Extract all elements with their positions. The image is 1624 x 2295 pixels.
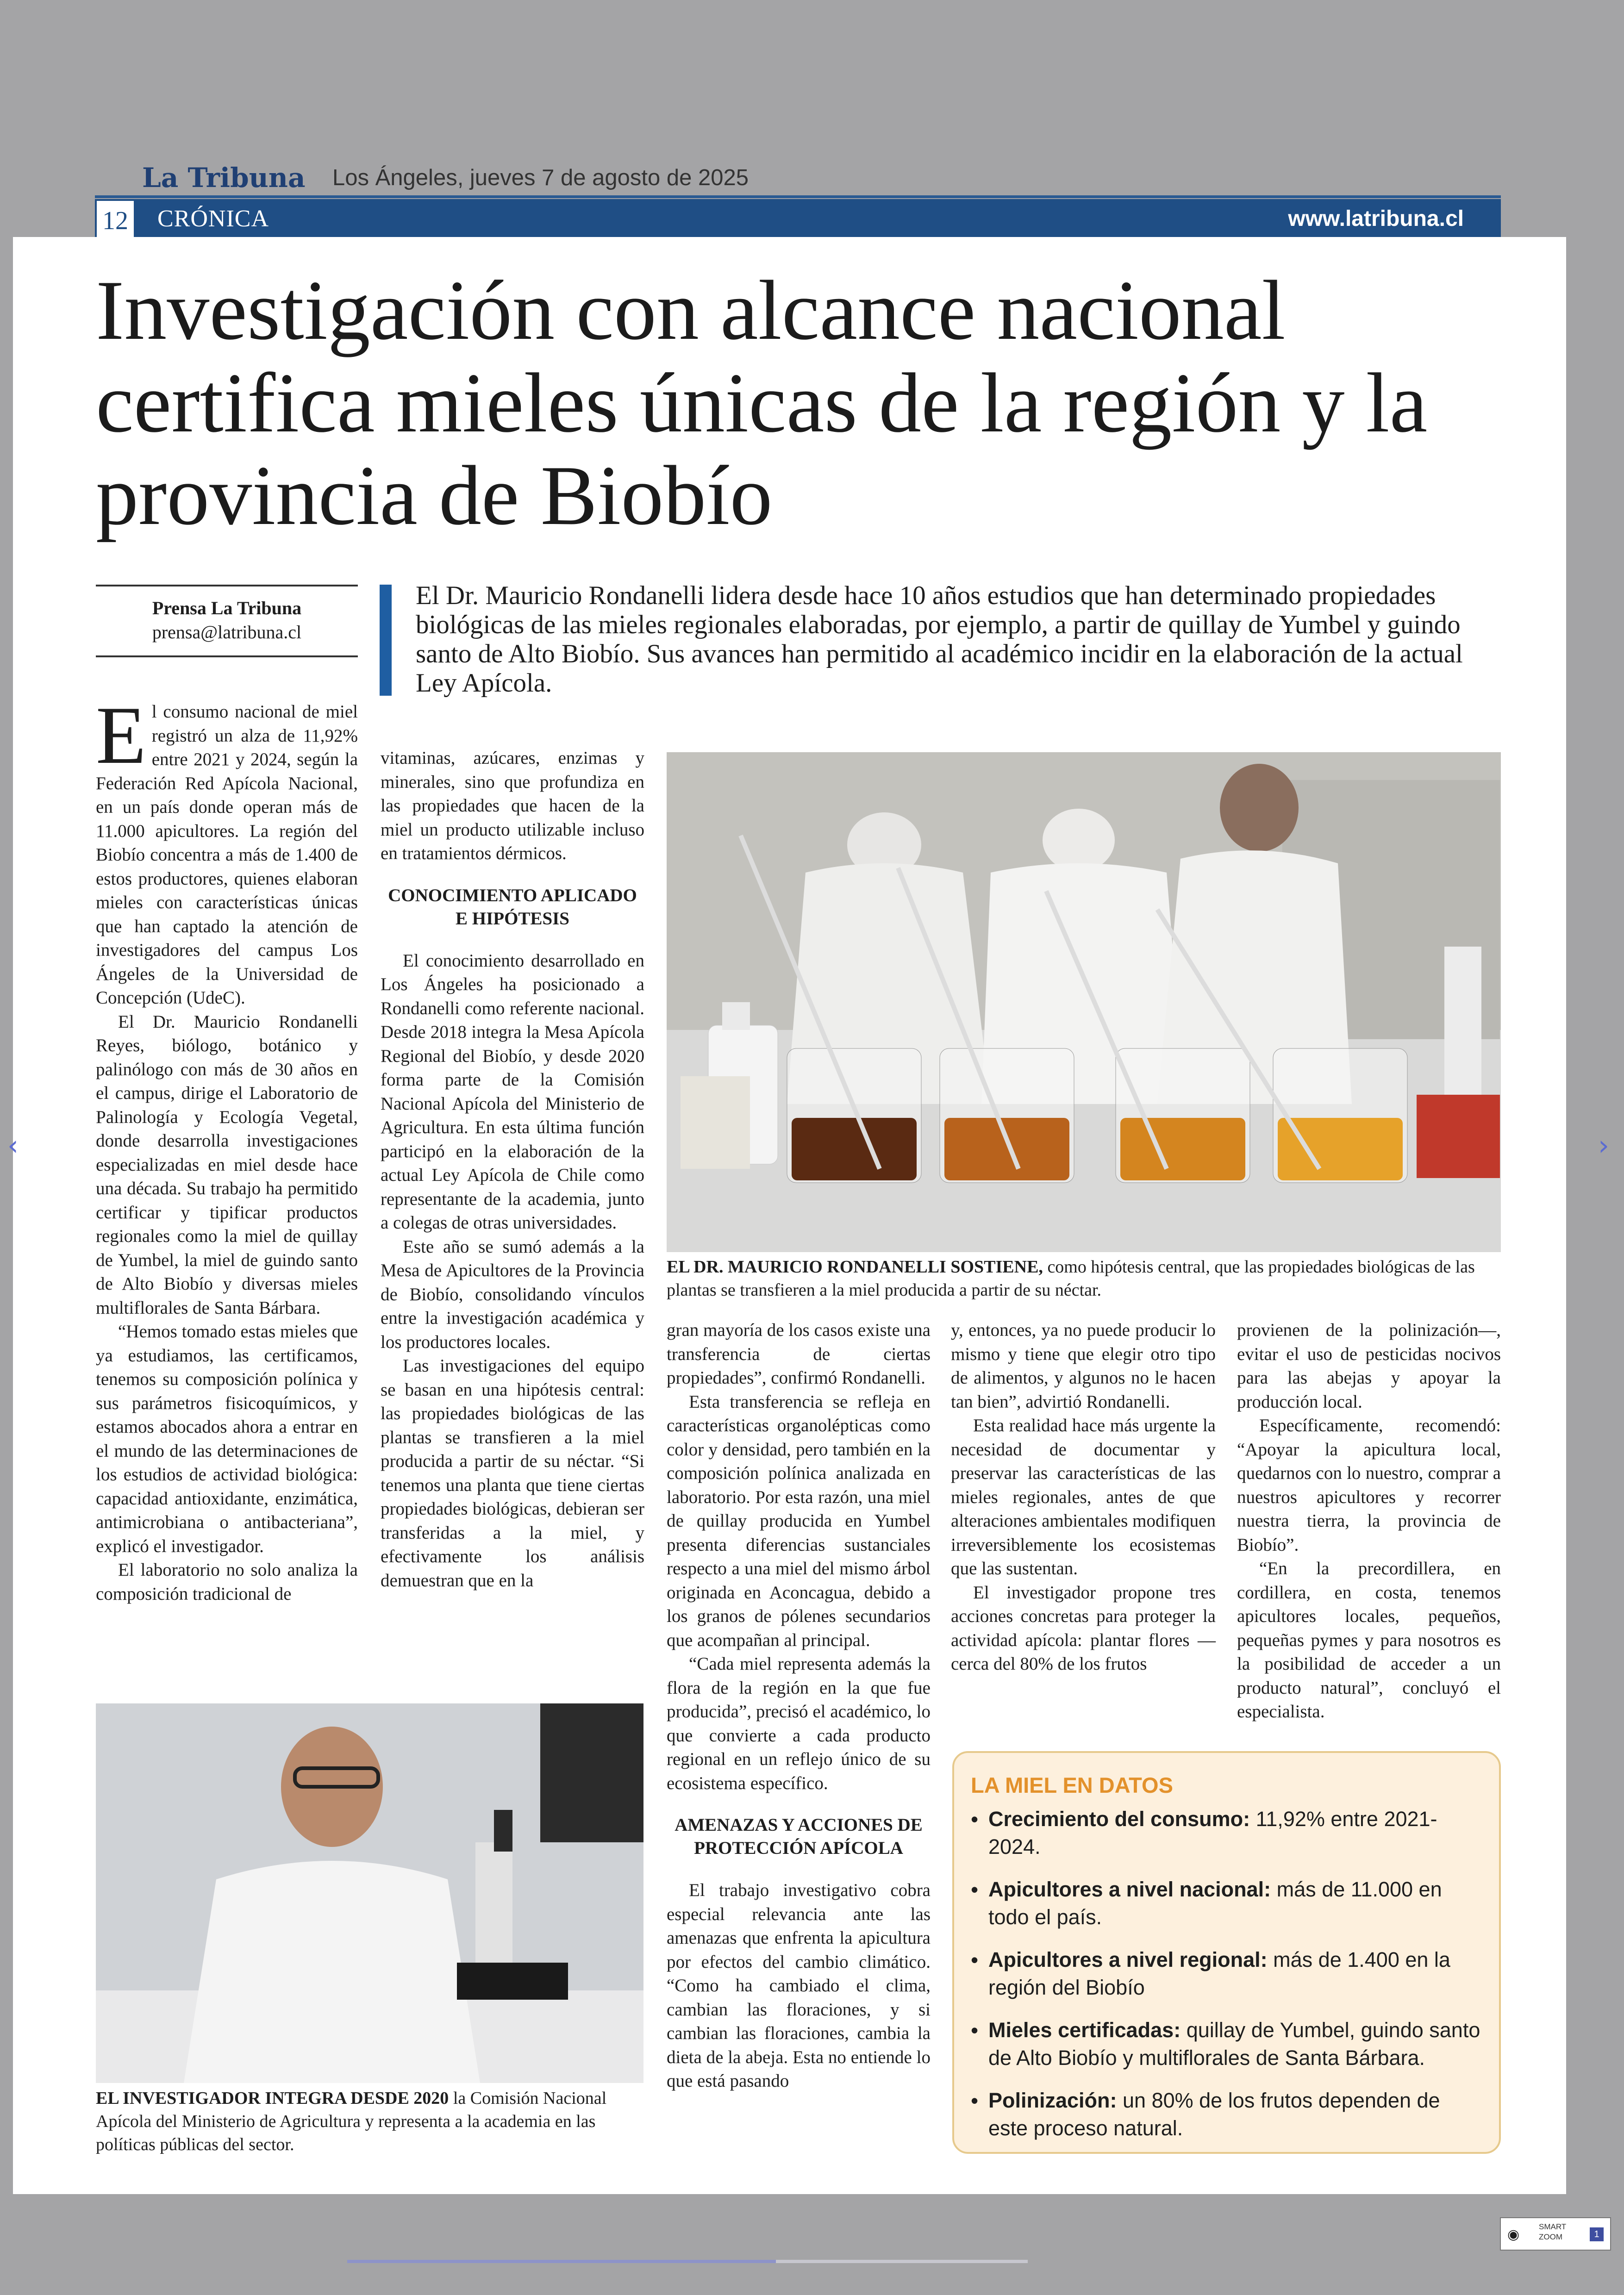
paragraph: Las investigaciones del equipo se basan en una hipótesis central: las propiedades biológicas de las plantas se transfieren a la miel producida a partir de su néctar. “Si tenemos una planta que tiene ciertas propiedades biológicas, debieran ser transferidas a la miel, y efectivamente los análisis demuestran que en la	[381, 1356, 644, 1590]
paragraph: El Dr. Mauricio Rondanelli Reyes, biólogo, botánico y palinólogo con más de 30 años en el campus, dirige el Laboratorio de Palinología y Ecología Vegetal, donde desarrolla investigaciones especializadas en miel desde hace una década. Su trabajo ha permitido certificar y tipificar productos regionales como la miel de quillay de Yumbel, la miel de guindo santo de Alto Biobío y diversas mieles multiflorales de Santa Bárbara.	[96, 1011, 358, 1318]
list-item	[971, 2016, 1482, 2072]
lead-accent-bar	[380, 585, 392, 696]
headline: Investigación con alcance nacional certifica mieles únicas de la región y la provincia de Biobío	[96, 263, 1428, 543]
smart-zoom-label-line: SMART	[1539, 2222, 1567, 2231]
drop-cap: E	[96, 689, 146, 781]
article-column-3	[667, 1318, 931, 2093]
eye-icon: ◉	[1507, 2227, 1520, 2242]
smart-zoom-label-line: ZOOM	[1539, 2233, 1562, 2241]
site-url[interactable]: www.latribuna.cl	[1288, 206, 1464, 231]
fact-text: un 80% de los frutos dependen de este proceso natural.	[988, 2089, 1440, 2140]
list-item	[971, 2087, 1482, 2142]
header-rule	[95, 195, 1501, 198]
fact-label: Polinización:	[988, 2089, 1117, 2112]
fact-text: más de 11.000 en todo el país.	[988, 1877, 1442, 1929]
fact-label: Mieles certificadas:	[988, 2018, 1181, 2042]
fact-text: más de 1.400 en la región del Biobío	[988, 1948, 1450, 1999]
next-page-arrow-icon[interactable]: ›	[1598, 1129, 1609, 1162]
page-progress-bar[interactable]	[347, 2260, 1028, 2263]
smart-zoom-label	[1539, 2222, 1566, 2242]
page-progress-fill	[347, 2260, 776, 2263]
fact-label: Apicultores a nivel regional:	[988, 1948, 1268, 1971]
paragraph: provienen de la polinización—, evitar el uso de pesticidas nocivos para las abejas y apoyar la producción local.	[1237, 1320, 1501, 1412]
list-item	[971, 1876, 1482, 1931]
researcher-photo-illustration	[96, 1703, 643, 2083]
paragraph: gran mayoría de los casos existe una transferencia de ciertas propiedades”, confirmó Rondanelli.	[667, 1320, 931, 1388]
caption-text: como hipótesis central, que las propiedades biológicas de las plantas se transfieren a la miel producida a partir de su néctar.	[667, 1257, 1475, 1300]
zoom-page-indicator: 1	[1590, 2227, 1604, 2241]
photo-caption	[667, 1255, 1501, 1302]
lab-photo	[667, 752, 1501, 1252]
article-column-1	[96, 689, 358, 1606]
fact-label: Apicultores a nivel nacional:	[988, 1877, 1271, 1901]
byline-name: Prensa La Tribuna	[152, 598, 302, 618]
paragraph-text: l consumo nacional de miel registró un alza de 11,92% entre 2021 y 2024, según la Federación Red Apícola Nacional, en un país donde operan más de 11.000 apicultores. La región del Biobío concentra a más de 1.400 de estos productores, quienes elaboran mieles con características únicas que han captado la atención de investigadores del campus Los Ángeles de la Universidad de Concepción (UdeC).	[96, 702, 358, 1008]
section-bar	[95, 199, 1501, 239]
fact-text: quillay de Yumbel, guindo santo de Alto Biobío y multiflorales de Santa Bárbara.	[988, 2018, 1480, 2070]
list-item	[971, 1946, 1482, 2002]
facts-box	[952, 1751, 1501, 2154]
paragraph: “En la precordillera, en cordillera, en costa, tenemos apicultores locales, pequeños, pequeñas pymes y para nosotros es la posibilidad de acceder a un producto natural”, concluyó el especialista.	[1237, 1559, 1501, 1721]
subheading: CONOCIMIENTO APLICADO E HIPÓTESIS	[388, 885, 637, 929]
paragraph: y, entonces, ya no puede producir lo mismo y tiene que elegir otro tipo de alimentos, y algunos no le hacen tan bien”, advirtió Rondanelli.	[951, 1320, 1216, 1412]
paragraph: vitaminas, azúcares, enzimas y minerales, sino que profundiza en las propiedades que hacen de la miel un producto utilizable incluso en tratamientos dérmicos.	[381, 748, 644, 863]
paragraph: Este año se sumó además a la Mesa de Apicultores de la Provincia de Biobío, consolidando vínculos entre la investigación académica y los productores locales.	[381, 1236, 644, 1352]
photo-caption	[96, 2087, 643, 2156]
byline-email[interactable]: prensa@latribuna.cl	[152, 622, 302, 642]
page-number: 12	[95, 199, 136, 239]
paragraph: Esta realidad hace más urgente la necesidad de documentar y preservar las características de las mieles regionales, antes de que alteraciones ambientales modifiquen irreversiblemente los ecosistemas que las sustentan.	[951, 1416, 1216, 1578]
article-column-4	[951, 1318, 1216, 1676]
subheading: AMENAZAS Y ACCIONES DE PROTECCIÓN APÍCOLA	[675, 1815, 923, 1858]
byline-rule	[96, 585, 358, 586]
paragraph: Esta transferencia se refleja en características organolépticas como color y densidad, pero también en la composición polínica analizada en laboratorio. Por esta razón, una miel de quillay producida en Yumbel presenta diferencias sustanciales respecto a una miel del mismo árbol originada en Aconcagua, debido a los granos de pólenes secundarios que acompañan al principal.	[667, 1391, 931, 1650]
smart-zoom-button[interactable]	[1500, 2217, 1611, 2251]
paragraph: El investigador propone tres acciones concretas para proteger la actividad apícola: plantar flores —cerca del 80% de los frutos	[951, 1582, 1216, 1674]
paragraph: El conocimiento desarrollado en Los Ángeles ha posicionado a Rondanelli como referente nacional. Desde 2018 integra la Mesa Apícola Regional del Biobío, y desde 2020 forma parte de la Comisión Nacional Apícola del Ministerio de Agricultura. En esta última función participó en la elaboración de la actual Ley Apícola de Chile como representante de la academia, junto a colegas de otras universidades.	[381, 950, 644, 1233]
caption-text: la Comisión Nacional Apícola del Ministerio de Agricultura y representa a la academia en las políticas públicas del sector.	[96, 2089, 607, 2154]
byline-rule	[96, 655, 358, 657]
dateline: Los Ángeles, jueves 7 de agosto de 2025	[332, 165, 749, 190]
researcher-photo	[96, 1703, 643, 2083]
caption-lead: EL DR. MAURICIO RONDANELLI SOSTIENE,	[667, 1257, 1043, 1277]
facts-list	[971, 1805, 1482, 2142]
paragraph: “Cada miel representa además la flora de la región en la que fue producida”, precisó el académico, lo que convierte a cada producto regional en un reflejo único de su ecosistema específico.	[667, 1654, 931, 1793]
article-column-2	[381, 746, 644, 1592]
caption-lead: EL INVESTIGADOR INTEGRA DESDE 2020	[96, 2089, 449, 2108]
facts-box-title: LA MIEL EN DATOS	[971, 1773, 1173, 1797]
fact-text: 11,92% entre 2021-2024.	[988, 1807, 1437, 1858]
paragraph: Específicamente, recomendó: “Apoyar la apicultura local, quedarnos con lo nuestro, comprar a nuestros apicultores y recorrer nuestra tierra, la provincia de Biobío”.	[1237, 1416, 1501, 1555]
section-name: CRÓNICA	[157, 206, 269, 232]
fact-label: Crecimiento del consumo:	[988, 1807, 1250, 1831]
paragraph: El laboratorio no solo analiza la composición tradicional de	[96, 1560, 358, 1604]
paragraph	[96, 689, 358, 1010]
lead-paragraph: El Dr. Mauricio Rondanelli lidera desde hace 10 años estudios que han determinado propiedades biológicas de las mieles regionales elaboradas, por ejemplo, a partir de quillay de Yumbel y guindo santo de Alto Biobío. Sus avances han permitido al académico incidir en la elaboración de la actual Ley Apícola.	[416, 581, 1463, 698]
paragraph: El trabajo investigativo cobra especial relevancia ante las amenazas que enfrenta la apicultura por efectos del cambio climático. “Como ha cambiado el clima, cambian las floraciones, y si cambian las floraciones, cambia la dieta de la abeja. Esta no entiende lo que está pasando	[667, 1880, 931, 2091]
article-column-5	[1237, 1318, 1501, 1724]
paragraph: “Hemos tomado estas mieles que ya estudiamos, las certificamos, tenemos su composición polínica y sus parámetros fisicoquímicos, y estamos abocados ahora a entrar en el mundo de las determinaciones de los estudios de actividad biológica: capacidad antioxidante, enzimática, antimicrobiana o antibacteriana”, explicó el investigador.	[96, 1322, 358, 1556]
lab-photo-illustration	[667, 752, 1501, 1252]
previous-page-arrow-icon[interactable]: ‹	[7, 1129, 19, 1162]
newspaper-logo: La Tribuna	[142, 162, 306, 193]
list-item	[971, 1805, 1482, 1861]
